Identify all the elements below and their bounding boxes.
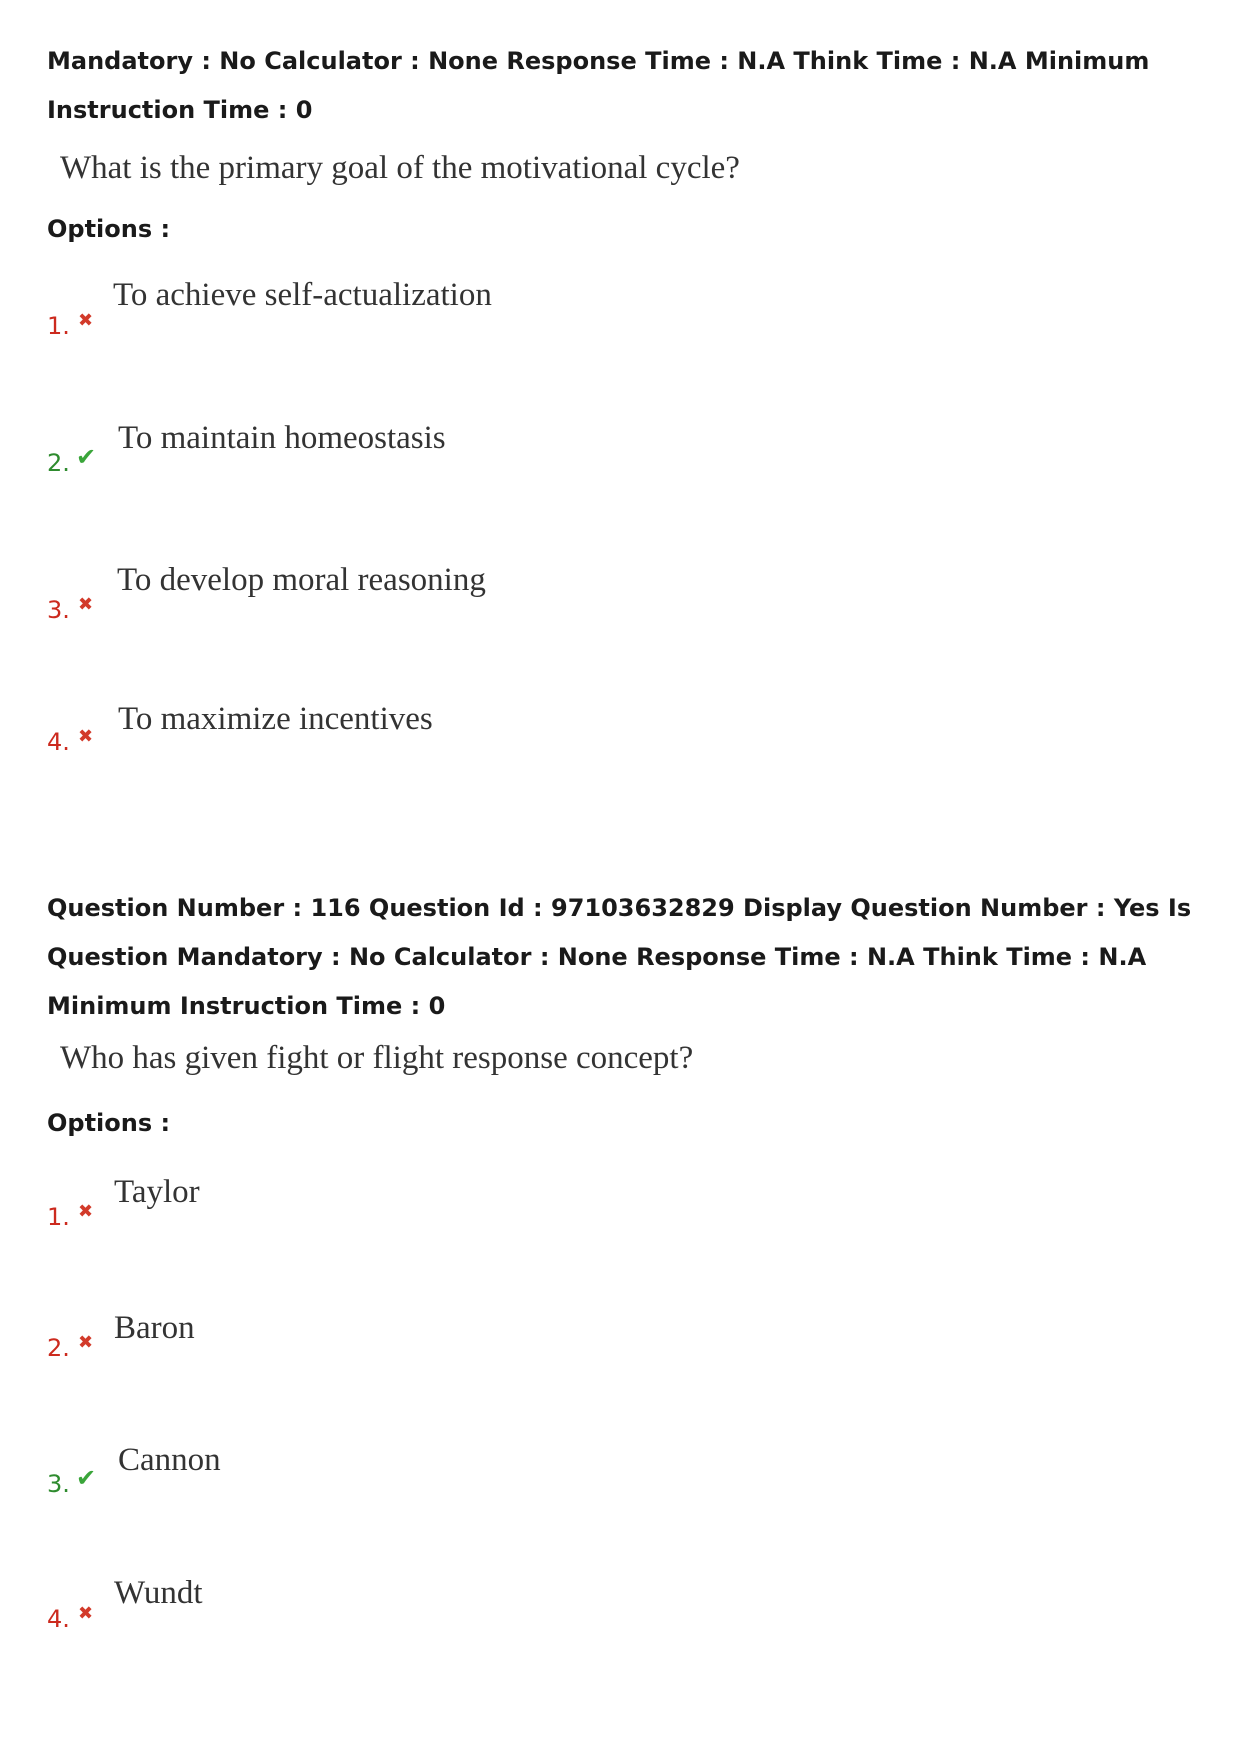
question-text: Who has given fight or flight response concept? bbox=[60, 1040, 694, 1076]
question-text: What is the primary goal of the motivational cycle? bbox=[60, 150, 740, 186]
option-text: Cannon bbox=[118, 1442, 221, 1478]
incorrect-cross-icon: ✖ bbox=[78, 310, 94, 331]
option-number: 2. bbox=[47, 1334, 70, 1362]
incorrect-cross-icon: ✖ bbox=[78, 726, 94, 747]
option-number: 4. bbox=[47, 728, 70, 756]
correct-check-icon: ✔ bbox=[76, 1464, 97, 1492]
option-text: To maximize incentives bbox=[118, 701, 433, 737]
option-number: 3. bbox=[47, 1470, 70, 1498]
option-number: 4. bbox=[47, 1605, 70, 1633]
option-number: 2. bbox=[47, 449, 70, 477]
option-text: Baron bbox=[114, 1310, 195, 1346]
options-label: Options : bbox=[47, 1109, 171, 1137]
option-text: Wundt bbox=[114, 1575, 203, 1611]
question-meta: Question Number : 116 Question Id : 97103632829 Display Question Number : Yes Is Question Mandatory : No Calculator : None Response Time : N.A Think Time : N.A Minimum Instruction Time : 0 bbox=[47, 894, 1192, 1020]
option-text: To achieve self-actualization bbox=[113, 277, 492, 313]
options-label: Options : bbox=[47, 215, 171, 243]
option-number: 3. bbox=[47, 596, 70, 624]
correct-check-icon: ✔ bbox=[76, 443, 97, 471]
option-text: To maintain homeostasis bbox=[118, 420, 446, 456]
incorrect-cross-icon: ✖ bbox=[78, 594, 94, 615]
option-text: To develop moral reasoning bbox=[117, 562, 486, 598]
incorrect-cross-icon: ✖ bbox=[78, 1603, 94, 1624]
question-meta: Mandatory : No Calculator : None Response Time : N.A Think Time : N.A Minimum Instruction Time : 0 bbox=[47, 47, 1150, 124]
incorrect-cross-icon: ✖ bbox=[78, 1201, 94, 1222]
incorrect-cross-icon: ✖ bbox=[78, 1332, 94, 1353]
option-number: 1. bbox=[47, 312, 70, 340]
option-text: Taylor bbox=[114, 1174, 200, 1210]
option-number: 1. bbox=[47, 1203, 70, 1231]
